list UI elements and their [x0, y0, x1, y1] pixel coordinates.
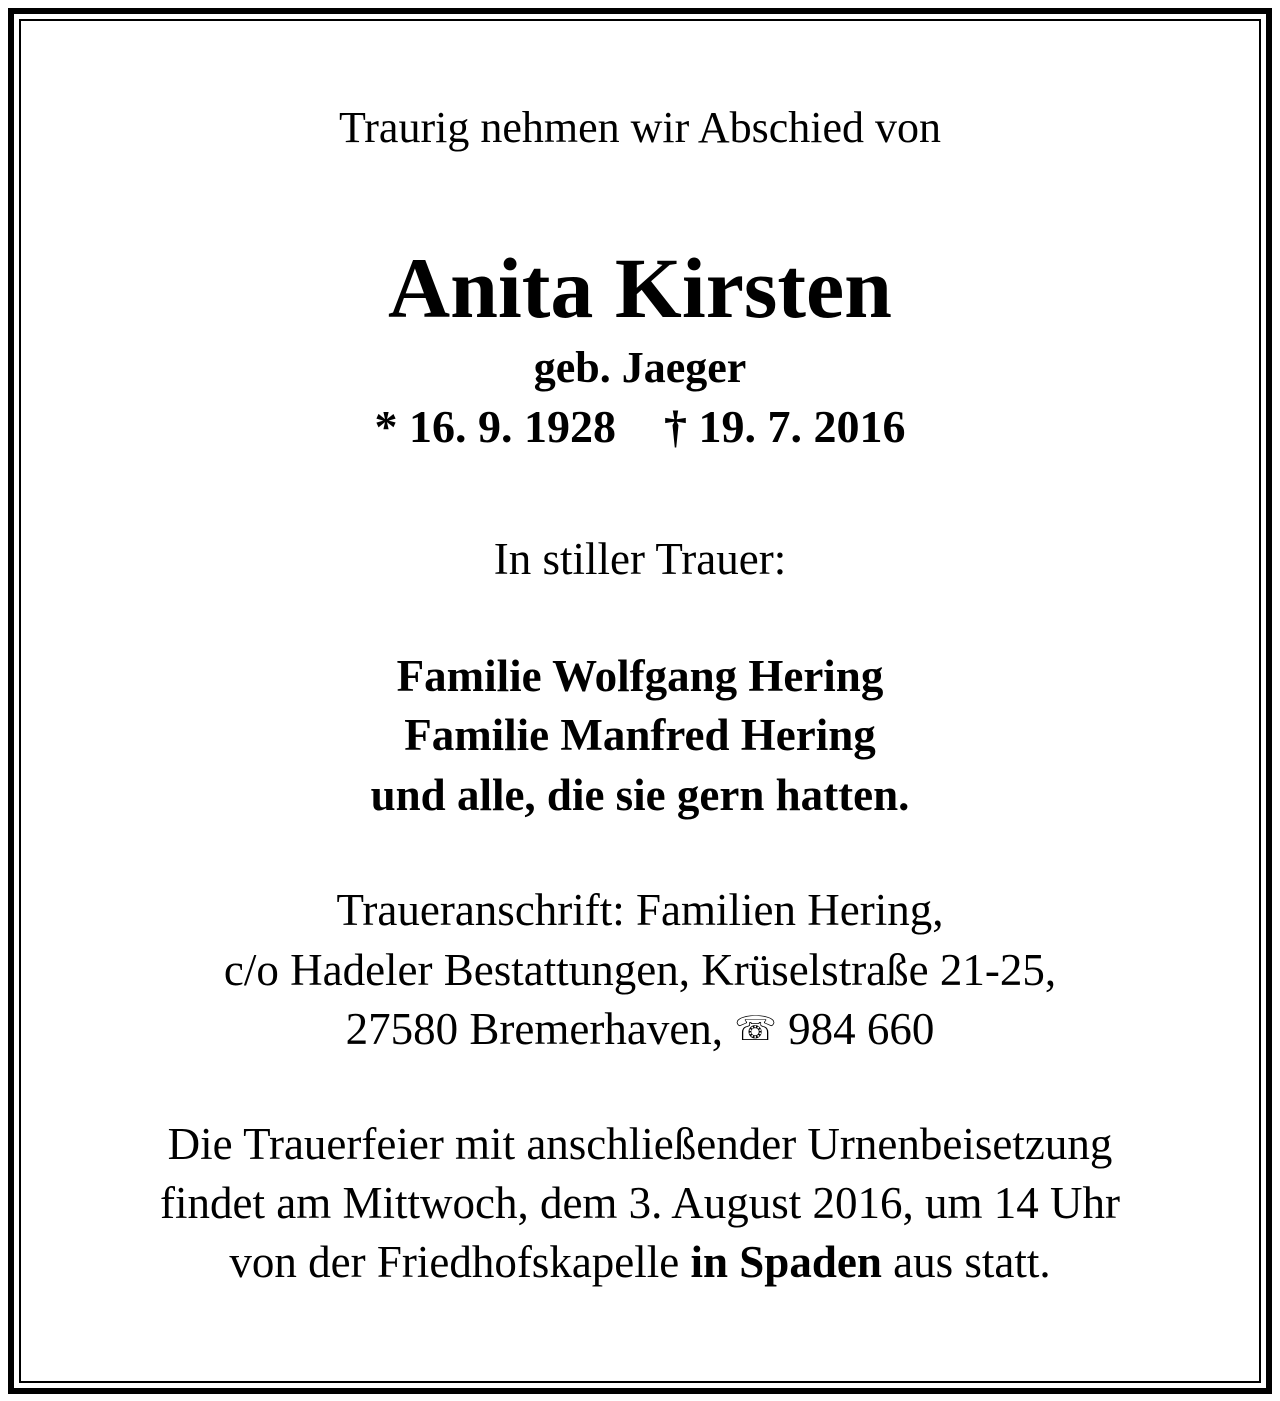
mourner-line: Familie Wolfgang Hering [396, 651, 884, 701]
deceased-name: Anita Kirsten [387, 240, 893, 336]
death-date: † 19. 7. 2016 [664, 401, 906, 452]
service-location: in Spaden [690, 1237, 882, 1287]
mourner-line: und alle, die sie gern hatten. [370, 770, 910, 820]
phone-icon: ☏ [734, 1009, 777, 1049]
service-line: Die Trauerfeier mit anschließender Urnenbeisetzung [167, 1119, 1113, 1169]
service-line: findet am Mittwoch, dem 3. August 2016, um 14 Uhr [160, 1178, 1120, 1228]
address-city: 27580 Bremerhaven, [345, 1004, 724, 1054]
maiden-name: geb. Jaeger [533, 343, 747, 392]
life-dates [0, 401, 1280, 452]
address-line-phone [0, 1004, 1280, 1054]
service-location-suffix: aus statt. [893, 1237, 1051, 1287]
service-location-prefix: von der Friedhofskapelle [229, 1237, 680, 1287]
address-line: c/o Hadeler Bestattungen, Krüselstraße 21-25, [223, 945, 1057, 995]
phone-number: 984 660 [788, 1004, 935, 1054]
address-line: Traueranschrift: Familien Hering, [336, 885, 944, 935]
mourner-line: Familie Manfred Hering [404, 710, 876, 760]
mourning-heading: In stiller Trauer: [493, 534, 787, 584]
intro-text: Traurig nehmen wir Abschied von [338, 103, 942, 152]
service-line-location [0, 1237, 1280, 1287]
birth-date: * 16. 9. 1928 [374, 401, 616, 452]
